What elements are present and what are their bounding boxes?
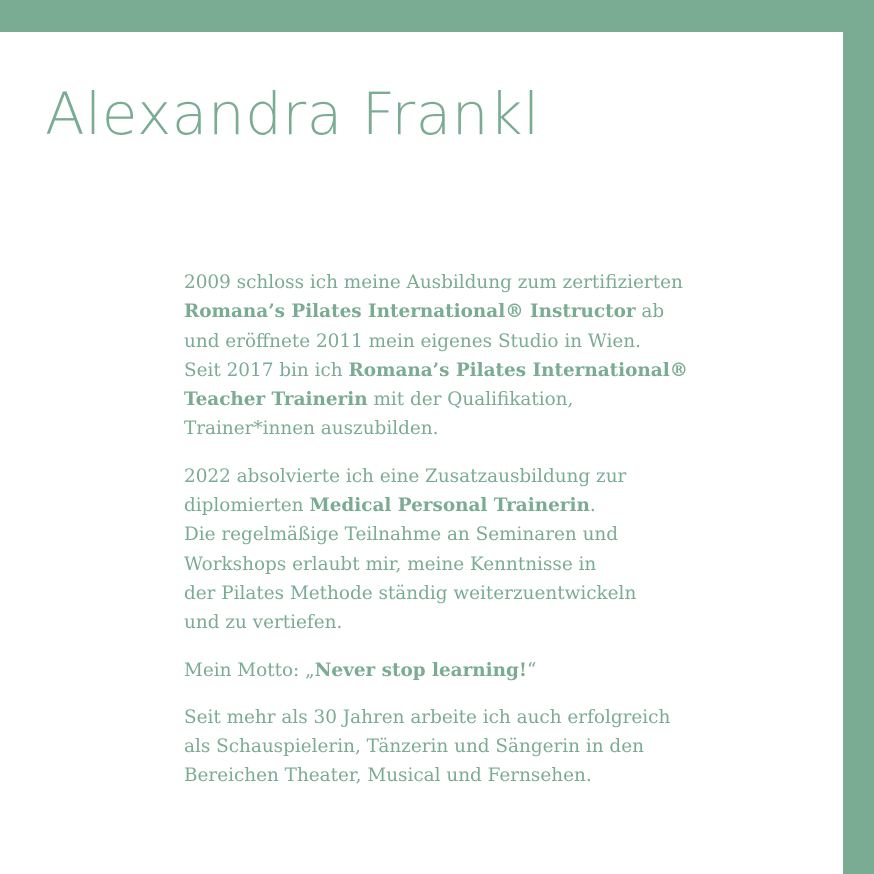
- bio-text: Seit 2017 bin ich: [184, 359, 349, 381]
- bio-paragraph: [184, 462, 744, 638]
- bio-line: [184, 414, 744, 443]
- bio-bold-text: Romana’s Pilates International®: [348, 359, 689, 381]
- bio-paragraph: [184, 656, 744, 685]
- bio-bold-text: Teacher Trainerin: [184, 389, 368, 411]
- bio-line: [184, 356, 744, 385]
- bio-text: .: [589, 495, 596, 517]
- bio-line: [184, 297, 744, 326]
- bio-text: ab: [635, 301, 665, 323]
- bio-line: [184, 732, 744, 761]
- bio-text: Bereichen Theater, Musical und Fernsehen.: [184, 765, 592, 787]
- bio-line: [184, 550, 744, 579]
- bio-text: 2009 schloss ich meine Ausbildung zum zertifizierten: [184, 272, 683, 293]
- bio-text: mit der Qualifikation,: [367, 389, 574, 411]
- bio-bold-text: Never stop learning!: [314, 659, 527, 681]
- bio-text: 2022 absolvierte ich eine Zusatzausbildung zur: [184, 465, 627, 487]
- bio-paragraph: [184, 703, 744, 791]
- bio-text: und zu vertiefen.: [184, 612, 343, 634]
- bio-line: [184, 579, 744, 608]
- bio-line: [184, 462, 744, 491]
- bio-text: Die regelmäßige Teilnahme an Seminaren und: [184, 524, 619, 546]
- bio-text: Mein Motto: „: [184, 659, 315, 681]
- bio-text: Workshops erlaubt mir, meine Kenntnisse in: [184, 553, 597, 575]
- bio-text: als Schauspielerin, Tänzerin und Sängerin in den: [184, 736, 644, 758]
- bio-line: [184, 761, 744, 790]
- bio-text: diplomierten: [184, 495, 310, 517]
- bio-line: [184, 491, 744, 520]
- bio-paragraph: [184, 268, 744, 444]
- bio-text: “: [526, 659, 537, 681]
- bio-bold-text: Romana’s Pilates International® Instructor: [184, 301, 636, 323]
- bio-text: Trainer*innen auszubilden.: [184, 418, 439, 440]
- bio-line: [184, 608, 744, 637]
- bio-line: [184, 268, 744, 297]
- bio-line: [184, 656, 744, 685]
- biography: [184, 268, 744, 809]
- person-name: Alexandra Frankl: [45, 80, 540, 148]
- bio-text: Seit mehr als 30 Jahren arbeite ich auch erfolgreich: [184, 706, 671, 728]
- bio-line: [184, 520, 744, 549]
- bio-text: und eröffnete 2011 mein eigenes Studio in Wien.: [184, 330, 641, 352]
- bio-line: [184, 385, 744, 414]
- bio-text: der Pilates Methode ständig weiterzuentwickeln: [184, 582, 637, 604]
- bio-bold-text: Medical Personal Trainerin: [309, 495, 590, 517]
- bio-line: [184, 327, 744, 356]
- bio-line: [184, 703, 744, 732]
